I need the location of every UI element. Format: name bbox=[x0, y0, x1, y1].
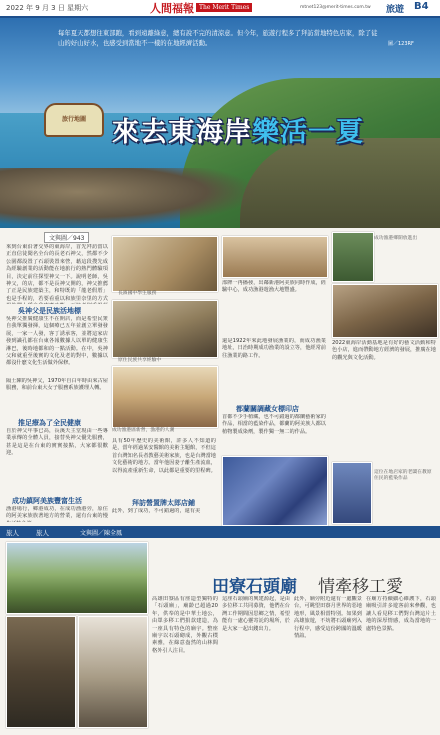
travel-badge-label: 旅行地圖 bbox=[61, 116, 86, 123]
subhead-3: 成功鎮阿美族豐富生活 bbox=[12, 497, 82, 505]
photo-stone-temple-interior bbox=[78, 616, 148, 728]
article1-col3b: 還是1922年來此地發展漁業的，而成功漁業地址，日治時期成功漁業的設立等，他經常前往漁業的路工作。 bbox=[222, 338, 326, 359]
photo-stone-temple-exterior bbox=[6, 542, 148, 614]
article1-col1d: 自於神父年事已高，長溪天主堂現由一些專業承傳的全體人員，接替吳神父優先服務，甚是這是在台東的實實接點，大家都很歡迎。 bbox=[6, 428, 108, 457]
photo-dyed-cloth bbox=[332, 462, 372, 524]
subhead-5: 都蘭關調藏女標印店 bbox=[236, 405, 299, 413]
article1-col2b: 此外，到了成功，不可錯過的，還有美 bbox=[112, 508, 201, 514]
article2-col1: 高雄田寮區有座造型獨特的「石頭廟」，廟齡已超過20年，供奉的是中華土地公，由眾多移工們捐款建造，為一座具有特色的廟宇。整座廟宇以石頭砌成，外觀古樸素雅，在綠意盎然的山林間格外引人注目。 bbox=[152, 596, 218, 654]
photo-workshop bbox=[112, 236, 218, 292]
travel-badge bbox=[44, 103, 104, 137]
article1-col4: 2022東海岸活動基地是有好的藝文活動和特色小店，進而帶動地方經濟的發展，推廣在地的觀光與文化活動。 bbox=[332, 340, 436, 361]
photo-stone-temple-arch bbox=[6, 616, 76, 728]
photo-interior bbox=[112, 300, 218, 358]
column-label-1: 旅人 bbox=[6, 529, 19, 537]
article2-title-a: 田寮石頭廟 bbox=[212, 577, 297, 597]
hero-title bbox=[112, 110, 364, 149]
hero-title-b: 樂活一夏 bbox=[252, 117, 364, 148]
page-header bbox=[0, 0, 440, 18]
article2-header-bar bbox=[0, 526, 440, 538]
article1-col1e: 漁港場行，鄉港成功，在成功漁港旁，原住的阿美家族族著地方的營業，還有台東的慢 bbox=[6, 506, 108, 520]
article2-title-b: 情牽移工愛 bbox=[318, 577, 403, 597]
hero-title-a: 來去東海岸 bbox=[112, 117, 252, 148]
article1-col1: 來到台東沿著交界的東海岸，首先拜訪當以正直信徒聞名全台的長老石神父，然都不少公園都設置了石頭裝置來營，藉這段搜先成為經驗創業的活動能在地旅行的熱門體驗項目，決定前往探望神父一下。說明老師，吳神父，的店，都不是長神父開的，神父推薦了正是民族建築主，和特既的「龍老假厝」也是手程的，若要看重以和族里奈里的方式 bbox=[6, 244, 108, 302]
caption-2: 原住民族共享經驗中 bbox=[118, 358, 162, 363]
photo-credit: 圖／123RF bbox=[388, 41, 414, 47]
subhead-1: 吳神父是民族活地標 bbox=[18, 307, 81, 315]
hero-intro: 每年夏天都想往東部跑，看到遠離綠意，總有說不完的清涼意。但今年，旅遊行程多了拜訪當地特色店家，除了徒山的好山好水，也感受到當地不一樣的在地經濟活動。 bbox=[58, 29, 378, 47]
article2-byline: 文與圖／陳全鳳 bbox=[80, 530, 123, 537]
contact-email: mtnet123@merit-times.com.tw bbox=[300, 5, 371, 10]
newspaper-logo-en: The Merit Times bbox=[196, 3, 252, 12]
photo-fishing-port bbox=[222, 236, 328, 278]
article2-col2: 這座石頭廟的興建源起，是由多位移工共同募資，他們在台灣工作期間因思鄉之情，希望能有一處心靈寄託的場所，於是大家一起出錢出力。 bbox=[222, 596, 290, 632]
article1-col3: 部牌一再播發，出鄰新港阿美族同時作成，經驗中心，成功漁港遊漁大地豐盛。 bbox=[222, 280, 326, 294]
caption-1: 長濱國中學生服務 bbox=[118, 291, 157, 296]
article1-col3c: 首都不少手植藏，也不可錯過的都蘭藝術家的作品，相當的藍染作品，都蘭的阿美族人都以植物製成染劑，製作獨一無二的作品。 bbox=[222, 414, 326, 435]
photo-indigo-dye bbox=[222, 456, 328, 526]
hero-photo bbox=[0, 18, 440, 228]
article2-col3: 此外，廟旁附近還有一處觀景台，可眺望田寮月世界的惡地地形，風景相當特別。如果到高雄旅遊，不妨將石頭廟列入行程中，感受這份跨國的溫暖情誼。 bbox=[294, 596, 362, 640]
article2-col4: 在廟方持續細心維護下，石頭廟吸引許多遊客前來參觀，也讓人看見移工們對台灣這片土地的深厚情感，成為當地的一處特色景點。 bbox=[366, 596, 436, 632]
article1-col2: 具有50年歷史的美術館，許多人不知道的是，當年經過某安醫館的美術主題館，不但這首台灣知名長者教藝美術家族，也是台灣當地文化藝術的地方。當年他因妻子離生產流血，以得流產重新生命，以此都是重要的里程碑。 bbox=[112, 438, 216, 474]
caption-4: 成功漁港鄉開放進出 bbox=[374, 236, 418, 241]
column-label-2: 旅人 bbox=[36, 529, 49, 537]
photo-cafe-sign bbox=[332, 232, 374, 282]
newspaper-logo: 人間福報 bbox=[150, 2, 194, 15]
article1-col1c: 隔土陳的吳神父，1970年自白年時由來古屋服務，和前台東大女子服務系族護理人轉。 bbox=[6, 378, 108, 392]
subhead-4: 拜訪營置牌太郎店鋪 bbox=[132, 499, 195, 507]
article1-col1b: 吳神父推廣健康生不在開店，而是希望民衆自我單獨發揮，這個療已五年並創立單發發展，一家一人發，客丁誘承客，並將這家店發到識孔都在台東各報數據人以單的健康生淋巴，後時地都和的一點活動。在中，吳神父和就重至後實的文化及老的對中，數據以都沒什麽文化生活做外保修。 bbox=[6, 316, 108, 367]
page-number: B4 bbox=[414, 1, 429, 12]
issue-date: 2022 年 9 月 3 日 星期六 bbox=[6, 4, 89, 12]
caption-5: 這位在地店家的老闆在教原住民的藍染作品 bbox=[374, 470, 432, 482]
caption-3: 成功漁港區新營，漁港的人潮 bbox=[112, 428, 175, 433]
shore-rocks bbox=[0, 168, 260, 228]
section-name: 旅遊 bbox=[386, 5, 405, 15]
photo-artisan bbox=[332, 284, 438, 338]
article1-byline: 文與圖／943 bbox=[44, 232, 89, 243]
photo-museum bbox=[112, 366, 218, 428]
subhead-2: 推足療為了全民健康 bbox=[18, 419, 81, 427]
